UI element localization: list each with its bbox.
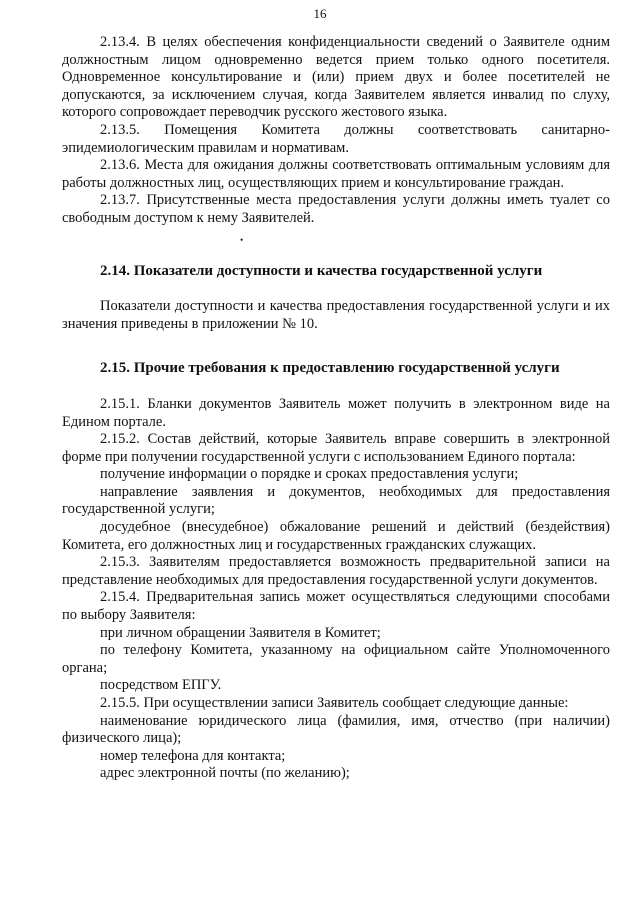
paragraph-2-15-3: 2.15.3. Заявителям предоставляется возможность предварительной записи на представление необходимых для предоставления государственной услуги документов. [62, 554, 610, 588]
paragraph-2-13-6: 2.13.6. Места для ожидания должны соответствовать оптимальным условиям для работы должностных лиц, осуществляющих прием и консультирование граждан. [62, 157, 610, 191]
list-item: адрес электронной почты (по желанию); [100, 765, 350, 782]
document-body [62, 34, 610, 783]
list-item: посредством ЕПГУ. [100, 677, 222, 694]
page-number: 16 [313, 6, 327, 21]
stray-mark: • [240, 234, 244, 245]
list-item: номер телефона для контакта; [100, 747, 286, 764]
list-item: по телефону Комитета, указанному на официальном сайте Уполномоченного органа; [62, 642, 610, 676]
paragraph-2-13-7: 2.13.7. Присутственные места предоставления услуги должны иметь туалет со свободным доступом к нему Заявителей. [62, 192, 610, 226]
paragraph-2-15-4: 2.15.4. Предварительная запись может осуществляться следующими способами по выбору Заявителя: [62, 589, 610, 624]
heading-2-15: 2.15. Прочие требования к предоставлению государственной услуги [100, 360, 560, 377]
paragraph-2-15-1: 2.15.1. Бланки документов Заявитель может получить в электронном виде на Едином портале. [62, 395, 610, 430]
spacer [62, 280, 610, 298]
stray-mark-row [62, 228, 610, 249]
list-item: досудебное (внесудебное) обжалование решений и действий (бездействия) Комитета, его должностных лиц и государственных гражданских служащих. [62, 519, 610, 553]
list-item: получение информации о порядке и сроках предоставления услуги; [100, 466, 519, 483]
paragraph-2-13-4: 2.13.4. В целях обеспечения конфиденциальности сведений о Заявителе одним должностным лицом одновременно ведется прием только одного посетителя. Одновременное консультирование и (или) прием двух и более посетителей не допускаются, за исключением случая, когда Заявителем является инвалид по слуху, которого сопровождает переводчик русского жестового языка. [62, 34, 610, 121]
list-item: направление заявления и документов, необходимых для предоставления государственной услуги; [62, 483, 610, 518]
list-item: наименование юридического лица (фамилия, имя, отчество (при наличии) физического лица); [62, 712, 610, 747]
paragraph-2-15-5: 2.15.5. При осуществлении записи Заявитель сообщает следующие данные: [100, 695, 569, 711]
paragraph-2-15-2: 2.15.2. Состав действий, которые Заявитель вправе совершить в электронной форме при получении государственной услуги с использованием Единого портала: [62, 431, 610, 465]
list-item: при личном обращении Заявителя в Комитет; [100, 624, 381, 641]
paragraph-2-14: Показатели доступности и качества предоставления государственной услуги и их значения приведены в приложении № 10. [62, 298, 610, 332]
heading-2-14: 2.14. Показатели доступности и качества государственной услуги [100, 262, 543, 279]
paragraph-2-13-5: 2.13.5. Помещения Комитета должны соответствовать санитарно-эпидемиологическим правилам и нормативам. [62, 121, 610, 156]
spacer [62, 378, 610, 396]
